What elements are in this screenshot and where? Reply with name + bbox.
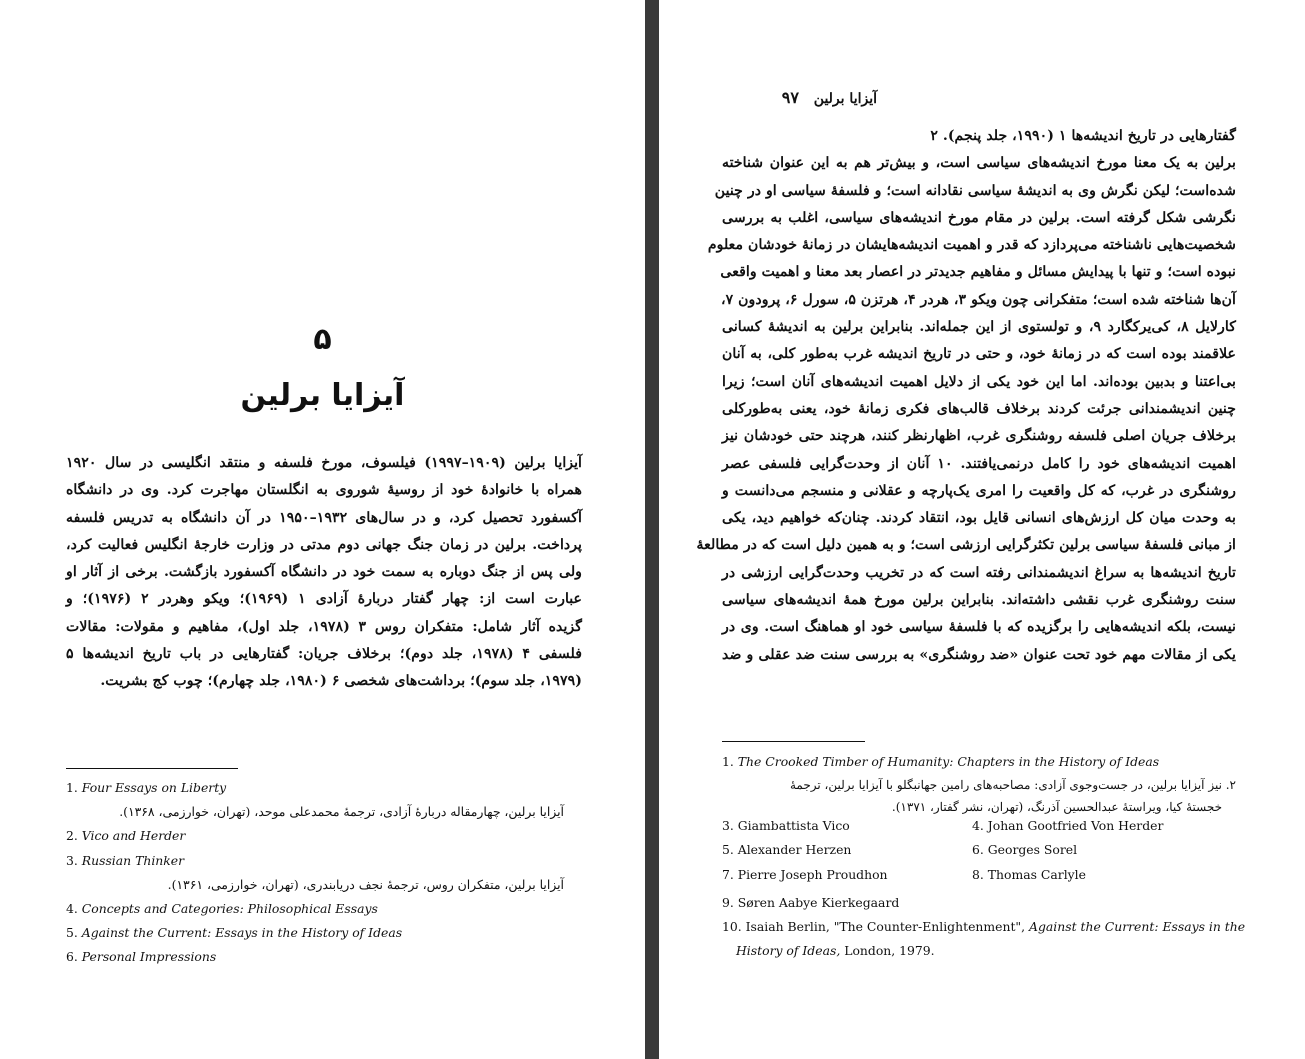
text-line: برخلاف جریان اصلی فلسفه روشنگری غرب، اظهارنظر کنند، هرچند حتی خودشان نیز [722,428,1236,445]
footnote-6 [66,945,582,969]
text-line: عبارت است از: چهار گفتار دربارهٔ آزادی ۱ (۱۹۶۹)؛ ویکو وهردر ۲ (۱۹۷۶)؛ و [66,591,583,608]
chapter-number: ۵ [313,322,332,357]
text-line: (۱۹۷۹، جلد سوم)؛ برداشت‌های شخصی ۶ (۱۹۸۰، جلد چهارم)؛ چوب کج بشریت. [100,673,582,690]
footnote-text: Vico and Herder [81,828,186,844]
footnote-8: 8. Thomas Carlyle [972,866,1086,882]
text-line: روشنگری در غرب، که کل واقعیت را امری یک‌پارچه و عقلانی و منسجم می‌دانست و [722,482,1236,499]
footnote-7: 7. Pierre Joseph Proudhon [722,866,888,882]
text-line: شخصیت‌هایی ناشناخته می‌پردازد که قدر و اهمیت اندیشه‌هایشان در زمانهٔ خودشان معلوم [707,237,1236,254]
footnote-2: ۲. نیز آیزایا برلین، در جست‌وجوی آزادی: مصاحبه‌های رامین جهانبگلو با آیزایا برلین، ترجمهٔ [789,778,1236,793]
left-page [0,0,645,1059]
text-line: علاقمند بوده است که در زمانهٔ خود، و حتی در تاریخ اندیشه غرب به‌طور کلی، به آنان [722,346,1236,363]
footnote-text: 10. Isaiah Berlin, "The Counter-Enlightenment", [722,918,1026,934]
footnote-text: Russian Thinker [81,852,185,868]
text-line: به وحدت میان کل ارزش‌های انسانی قایل بود، انتقاد کردند. چنان‌که خواهیم دید، یکی [722,510,1236,527]
footnote-number: 6. [66,949,78,965]
footnote-3 [66,849,582,873]
footnote-number: 2. [66,828,78,844]
footnote-text: Concepts and Categories: Philosophical Essays [81,900,378,916]
footnote-pair [722,867,1236,891]
footnote-6: 6. Georges Sorel [972,842,1078,858]
footnote-pair [722,818,1236,842]
text-line: نگرشی شکل گرفته است. برلین در مقام مورخ اندیشه‌های سیاسی، اغلب به بررسی [722,209,1236,226]
text-line: فلسفی ۴ (۱۹۷۸، جلد دوم)؛ برخلاف جریان: گفتارهایی در باب تاریخ اندیشه‌ها ۵ [66,646,582,663]
footnote-4: 4. Johan Gootfried Von Herder [972,818,1164,834]
footnote-pair [722,842,1236,866]
footnote-1 [722,750,1236,774]
footnote-number: 1. [722,754,734,769]
footnote-text: London, 1979. [844,943,935,959]
footnote-3-persian: آیزایا برلین، متفکران روس، ترجمهٔ نجف دریابندری، (تهران، خوارزمی، ۱۳۶۱). [167,876,564,892]
running-head [719,88,877,107]
footnote-text: Against the Current: Essays in the History of Ideas [81,925,403,941]
footnote-3: 3. Giambattista Vico [722,818,850,834]
text-line: پرداخت. برلین در زمان جنگ جهانی دوم مدتی در وزارت خارجهٔ انگلیس فعالیت کرد، [66,536,582,553]
text-line: بی‌اعتنا و بدبین بوده‌اند. اما این خود یکی از دلایل اهمیت اندیشه‌های آنان است؛ زیرا [722,373,1236,390]
footnote-2 [66,824,582,848]
text-line: آیزایا برلین (۱۹۰۹–۱۹۹۷) فیلسوف، مورخ فلسفه و منتقد انگلیسی در سال ۱۹۲۰ [66,455,582,471]
text-line: چنین اندیشمندانی جرئت کردند برخلاف قالب‌های فکری زمانهٔ خود، یعنی به‌طورکلی [722,400,1236,417]
footnote-number: 5. [66,925,78,941]
running-head-title: آیزایا برلین [813,91,877,107]
text-line: برلین به یک معنا مورخ اندیشه‌های سیاسی است، و بیش‌تر هم به این عنوان شناخته [722,155,1236,172]
footnote-number: 3. [66,852,78,868]
text-line: کارلایل ۸، کی‌یرکگارد ۹، و تولستوی از این جمله‌اند. بنابراین برلین به اندیشهٔ کسانی [722,319,1236,336]
book-gutter [645,0,659,1059]
footnotes [722,750,1246,963]
footnote-10 [722,915,1246,939]
footnote-text: Personal Impressions [81,949,217,965]
text-line: ولی پس از جنگ دوباره به سمت خود در دانشگاه آکسفورد بازگشت. برخی از آثار او [66,564,582,581]
text-line: نبوده است؛ و تنها با پیدایش مسائل و مفاهیم جدیدتر در اعصار بعد معنا و اهمیت واقعی [720,264,1236,281]
footnote-10-continuation [722,939,1236,963]
chapter-title: آیزایا برلین [240,378,405,413]
text-line: تاریخ اندیشه‌ها به سراغ اندیشمندانی رفته است که در تخریب وحدت‌گرایی ارزشی در [722,564,1236,581]
footnotes [66,776,582,970]
text-line: سنت روشنگری غرب نقشی داشته‌اند. بنابراین برلین مورخ همهٔ اندیشه‌های سیاسی [722,592,1236,609]
footnote-4 [66,897,582,921]
footnote-1-persian: آیزایا برلین، چهارمقاله دربارهٔ آزادی، ترجمهٔ محمدعلی موحد، (تهران، خوارزمی، ۱۳۶۸). [119,804,564,820]
footnote-number: 1. [66,780,78,795]
footnote-9: 9. Søren Aabye Kierkegaard [722,894,900,910]
biography-paragraph [66,450,582,696]
footnote-title: Against the Current: Essays in the [1029,918,1246,934]
footnote-5 [66,921,582,945]
text-line: همراه با خانوادهٔ خود از روسیهٔ شوروی به انگلستان مهاجرت کرد. وی در دانشگاه [66,482,582,499]
text-line: آکسفورد تحصیل کرد، و در سال‌های ۱۹۳۲–۱۹۵۰ در آن دانشگاه به تدریس فلسفه [66,509,582,526]
footnote-title: History of Ideas, [736,943,841,959]
text-line: از مبانی فلسفهٔ سیاسی برلین تکثرگرایی ارزشی است؛ و به همین دلیل است که در مطالعهٔ [696,537,1236,554]
main-body-text [696,123,1236,669]
text-line: اهمیت اندیشه‌های خود را کامل درنمی‌یافتند. ۱۰ آنان از وحدت‌گرایی فلسفی عصر [722,455,1236,472]
page-number: ۹۷ [781,88,799,107]
footnote-divider [722,741,865,742]
footnote-divider [66,768,238,769]
text-line: یکی از مقالات مهم خود تحت عنوان «ضد روشنگری» به بررسی سنت ضد عقلی و ضد [722,646,1236,663]
right-page [659,0,1305,1059]
text-line: شده‌است؛ لیکن نگرش وی به اندیشهٔ سیاسی نقادانه است؛ و فلسفهٔ سیاسی او در چنین [714,182,1236,199]
footnote-1 [66,776,582,800]
footnote-text: Four Essays on Liberty [81,780,227,795]
footnote-text: The Crooked Timber of Humanity: Chapters in the History of Ideas [737,754,1160,769]
text-line: آن‌ها شناخته شده است؛ متفکرانی چون ویکو ۳، هردر ۴، هرتزن ۵، سورل ۶، پرودون ۷، [720,291,1236,308]
text-line: گزیده آثار شامل: متفکران روس ۳ (۱۹۷۸، جلد اول)، مفاهیم و مقولات: مقالات [66,618,582,635]
footnote-5: 5. Alexander Herzen [722,842,852,858]
footnote-2-continuation: خجستهٔ کیا، ویراستهٔ عبدالحسین آذرنگ، (تهران، نشر گفتار، ۱۳۷۱). [891,800,1222,815]
text-line: نیست، بلکه اندیشه‌هایی را برگزیده که با فلسفهٔ سیاسی خود او هماهنگ است. وی در [722,619,1236,636]
footnote-number: 4. [66,900,78,916]
text-line: گفتارهایی در تاریخ اندیشه‌ها ۱ (۱۹۹۰، جلد پنجم). ۲ [930,128,1236,144]
